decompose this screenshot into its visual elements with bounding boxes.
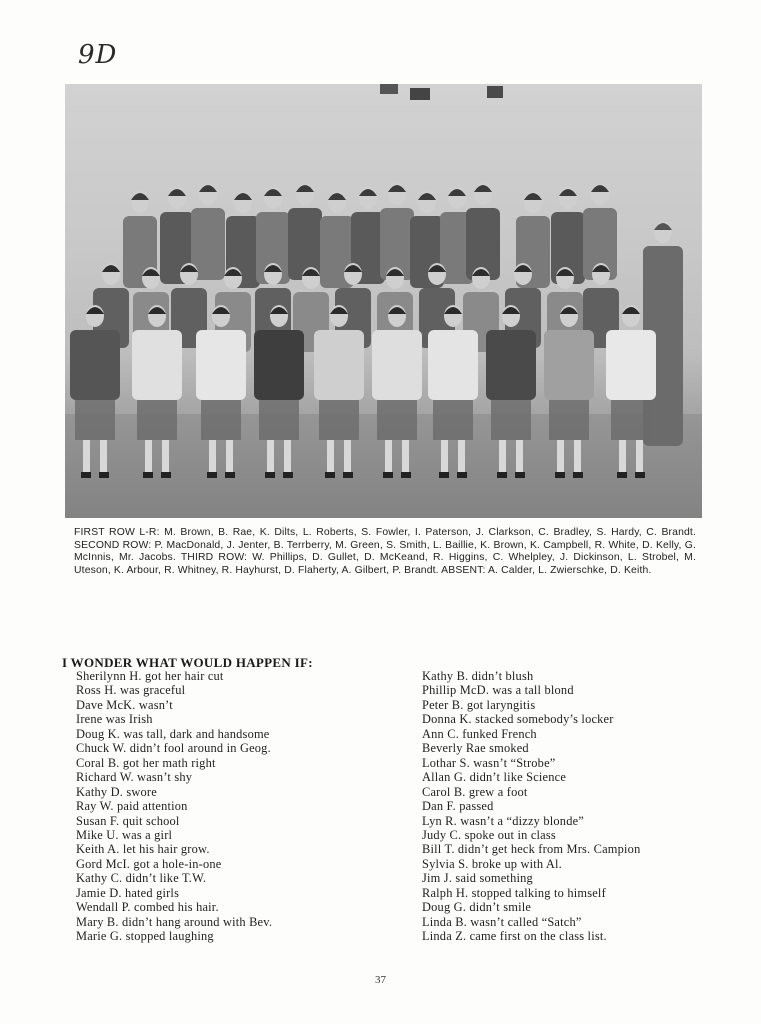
wonder-list-left	[76, 669, 272, 944]
list-item: Sherilynn H. got her hair cut	[76, 669, 224, 683]
class-photo-illustration	[65, 84, 702, 518]
list-item: Doug G. didn’t smile	[422, 900, 532, 915]
list-item: Keith A. let his hair grow.	[76, 842, 210, 857]
list-item: Wendall P. combed his hair.	[76, 900, 219, 915]
list-item: Beverly Rae smoked	[422, 741, 529, 756]
list-item: Susan F. quit school	[76, 813, 180, 828]
list-item: Kathy D. swore	[76, 784, 157, 799]
list-item: Ross H. was graceful	[76, 683, 186, 698]
list-item: Mary B. didn’t hang around with Bev.	[76, 914, 273, 929]
list-item: Carol B. grew a foot	[422, 784, 528, 799]
list-item: Linda B. wasn’t called “Satch”	[422, 914, 582, 929]
list-item: Chuck W. didn’t fool around in Geog.	[76, 741, 271, 756]
list-item: Phillip McD. was a tall blond	[422, 683, 574, 698]
list-item: Allan G. didn’t like Science	[422, 770, 567, 785]
list-item: Donna K. stacked somebody’s locker	[422, 712, 614, 727]
person-silhouette	[288, 183, 322, 280]
list-item: Lothar S. wasn’t “Strobe”	[422, 755, 556, 770]
homeroom-label: 9D	[78, 40, 118, 70]
wonder-heading: I WONDER WHAT WOULD HAPPEN IF:	[62, 655, 313, 670]
person-silhouette	[466, 183, 500, 280]
list-item: Judy C. spoke out in class	[422, 827, 556, 842]
list-item: Sylvia S. broke up with Al.	[422, 856, 562, 871]
list-item: Irene was Irish	[76, 712, 153, 727]
list-item: Doug K. was tall, dark and handsome	[76, 726, 270, 741]
list-item: Ray W. paid attention	[76, 799, 188, 814]
list-item: Kathy C. didn’t like T.W.	[76, 871, 207, 886]
list-item: Peter B. got laryngitis	[422, 697, 536, 712]
list-item: Gord McI. got a hole-in-one	[76, 856, 222, 871]
list-item: Linda Z. came first on the class list.	[422, 929, 607, 944]
page-number: 37	[375, 974, 386, 986]
list-item: Mike U. was a girl	[76, 827, 173, 842]
list-item: Kathy B. didn’t blush	[422, 669, 534, 683]
wonder-list-right	[422, 669, 640, 944]
person-silhouette	[380, 183, 414, 280]
list-item: Richard W. wasn’t shy	[76, 770, 193, 785]
list-item: Marie G. stopped laughing	[76, 929, 214, 944]
class-photo	[65, 84, 702, 518]
list-item: Dan F. passed	[422, 799, 494, 814]
list-item: Bill T. didn’t get heck from Mrs. Campion	[422, 842, 641, 857]
photo-caption: FIRST ROW L-R: M. Brown, B. Rae, K. Dilts, L. Roberts, S. Fowler, I. Paterson, J. Clarkson, C. Bradley, S. Hardy, C. Brandt. SECOND ROW: P. MacDonald, J. Jenter, B. Terrberry, M. Green, S. Smith, L. Baillie, K. Brown, K. Campbell, R. White, D. Kelly, G. McInnis, Mr. Jacobs. THIRD ROW: W. Phillips, D. Gullet, D. McKeand, R. Higgins, C. Whelpley, J. Dickinson, L. Strobel, M. Uteson, K. Arbour, R. Whitney, R. Hayhurst, D. Flaherty, A. Gilbert, P. Brandt. ABSENT: A. Calder, L. Zwierschke, D. Keith.	[74, 527, 696, 576]
person-silhouette	[191, 183, 225, 280]
list-item: Jamie D. hated girls	[76, 885, 180, 900]
list-item: Coral B. got her math right	[76, 755, 216, 770]
list-item: Dave McK. wasn’t	[76, 697, 173, 712]
list-item: Jim J. said something	[422, 871, 533, 886]
list-item: Ralph H. stopped talking to himself	[422, 885, 606, 900]
list-item: Lyn R. wasn’t a “dizzy blonde”	[422, 813, 584, 828]
list-item: Ann C. funked French	[422, 726, 537, 741]
